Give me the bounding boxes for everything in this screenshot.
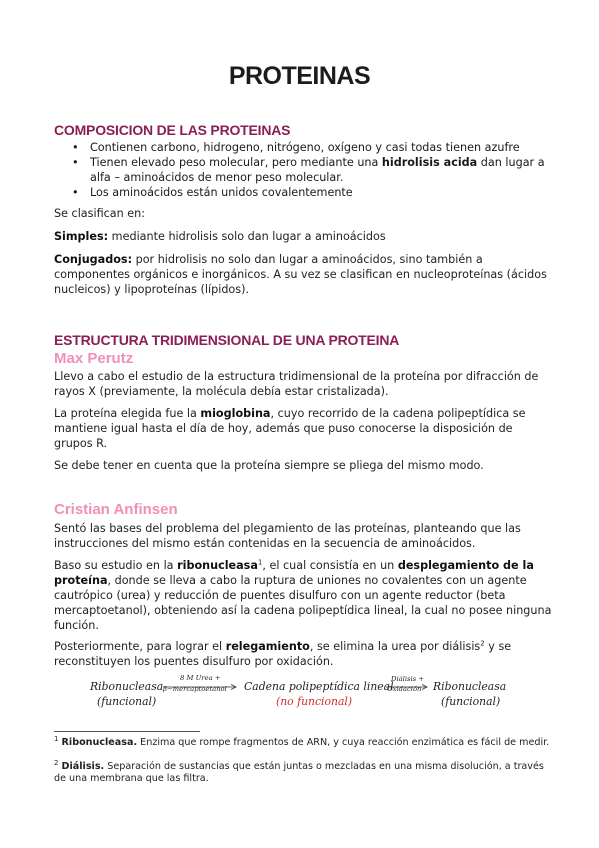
mioglobina-bold: mioglobina (200, 407, 271, 420)
simples-paragraph (54, 229, 554, 244)
reaction-equation (0, 672, 599, 716)
bullet-dot: • (72, 156, 79, 169)
equation-arrow1-top: 8 M Urea + (180, 674, 221, 682)
equation-left-top: Ribonucleasa (90, 680, 164, 693)
paragraph-text: , se elimina la urea por diálisis (309, 640, 481, 653)
bullet-text: Contienen carbono, hidrogeno, nitrógeno, oxígeno y casi todas tienen azufre (90, 141, 520, 154)
paragraph-text: La proteína elegida fue la (54, 407, 201, 420)
relegamiento-bold: relegamiento (225, 640, 310, 653)
bullet-text: dan lugar a alfa – aminoácidos de menor peso molecular. (90, 156, 545, 184)
composition-bullet-list (72, 140, 552, 200)
bullet-dot: • (72, 141, 79, 154)
paragraph-text: , cuyo recorrido de la cadena polipeptídica se mantiene igual hasta el día de hoy, además que puso conocerse la disposición de grupos R. (54, 407, 526, 450)
bullet-text: Los aminoácidos están unidos covalentemente (90, 186, 353, 199)
perutz-paragraph-2 (54, 406, 554, 451)
section-heading-estructura: ESTRUCTURA TRIDIMENSIONAL DE UNA PROTEINA (54, 332, 400, 348)
page-title: PROTEINAS (228, 62, 371, 90)
equation-middle-top: Cadena polipeptídica lineal (244, 680, 394, 693)
conjugados-paragraph (54, 252, 554, 297)
anfinsen-paragraph-3 (54, 639, 554, 669)
simples-text: mediante hidrolisis solo dan lugar a aminoácidos (108, 230, 386, 243)
footnote-label: Diálisis. (61, 761, 105, 772)
equation-right-bottom: (funcional) (441, 695, 501, 708)
equation-left-bottom: (funcional) (97, 695, 157, 708)
footnote-text: Separación de sustancias que están juntas o mezcladas en una misma disolución, a través de una membrana que las filtra. (54, 761, 544, 784)
bullet-item (72, 140, 552, 155)
footnote-divider (54, 731, 200, 732)
desplegamiento-bold: desplegamiento de la proteína (54, 559, 534, 587)
paragraph-text: y se reconstituyen los puentes disulfuro por oxidación. (54, 640, 512, 668)
bullet-bold-text: hidrolisis acida (381, 156, 478, 169)
perutz-paragraph-3: Se debe tener en cuenta que la proteína siempre se pliega del mismo modo. (54, 459, 484, 472)
simples-label: Simples: (54, 230, 109, 243)
ribonucleasa-bold: ribonucleasa (177, 559, 258, 572)
equation-arrow2-bottom: Oxidación (387, 685, 422, 693)
subheading-max-perutz: Max Perutz (54, 350, 134, 367)
bullet-text: Tienen elevado peso molecular, pero mediante una (90, 156, 382, 169)
clasifican-paragraph: Se clasifican en: (54, 207, 146, 220)
perutz-paragraph-1: Llevo a cabo el estudio de la estructura tridimensional de la proteína por difracción de rayos X (previamente, la molécula debía estar cristalizada). (54, 370, 539, 398)
anfinsen-paragraph-2 (54, 558, 554, 633)
paragraph-text: , donde se lleva a cabo la ruptura de uniones no covalentes con un agente cautrópico (urea) y reducción de puentes disulfuro con un agente reductor (beta mercaptoetanol), obteniendo así la cadena polipeptídica lineal, la cual no posee ninguna función. (54, 574, 552, 632)
bullet-item (72, 155, 552, 185)
footnote-1 (54, 734, 554, 749)
bullet-item (72, 185, 552, 200)
conjugados-label: Conjugados: (54, 253, 133, 266)
footnote-number: 1 (54, 734, 59, 743)
conjugados-text: por hidrolisis no solo dan lugar a aminoácidos, sino también a componentes orgánicos e inorgánicos. A su vez se clasifican en nucleoproteínas (ácidos nucleicos) y lipoproteínas (lípidos). (54, 253, 547, 296)
footnote-ref-1: 1 (257, 558, 263, 567)
section-heading-composicion: COMPOSICION DE LAS PROTEINAS (54, 122, 291, 138)
footnote-text: Enzima que rompe fragmentos de ARN, y cuya reacción enzimática es fácil de medir. (137, 737, 550, 748)
footnote-number: 2 (54, 758, 59, 767)
equation-arrow1-bottom: β−mercaptoetanol (163, 685, 227, 693)
footnote-ref-2: 2 (480, 639, 485, 648)
paragraph-text: , el cual consistía en un (262, 559, 398, 572)
equation-middle-bottom: (no funcional) (276, 695, 353, 708)
footnote-2 (54, 758, 554, 785)
paragraph-text: Baso su estudio en la (54, 559, 178, 572)
equation-right-top: Ribonucleasa (433, 680, 507, 693)
footnote-label: Ribonucleasa. (61, 737, 138, 748)
equation-arrow2-top: Diálisis + (391, 675, 425, 683)
paragraph-text: Posteriormente, para lograr el (54, 640, 226, 653)
bullet-dot: • (72, 186, 79, 199)
subheading-cristian-anfinsen: Cristian Anfinsen (54, 501, 178, 518)
anfinsen-paragraph-1: Sentó las bases del problema del plegamiento de las proteínas, planteando que las instrucciones del mismo están contenidas en la secuencia de aminoácidos. (54, 522, 521, 550)
